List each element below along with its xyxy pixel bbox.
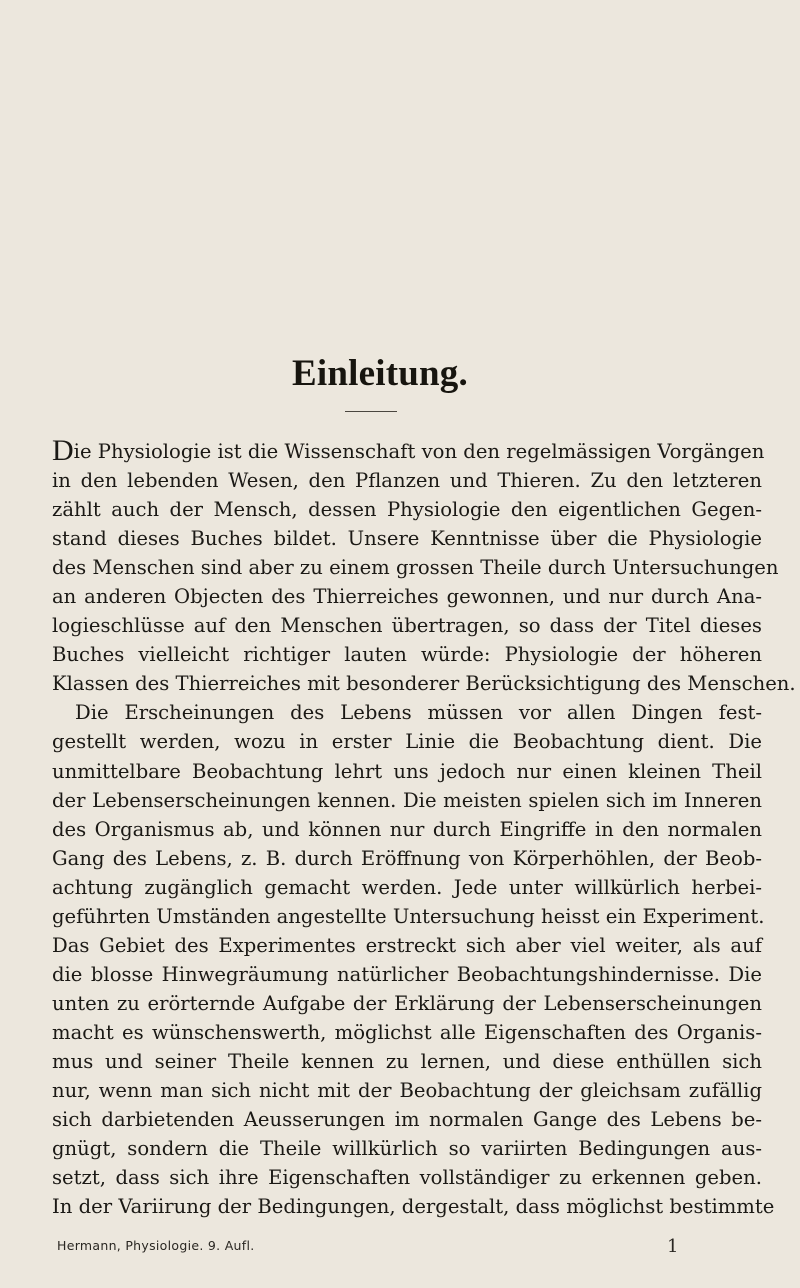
text-line: Die Erscheinungen des Lebens müssen vor allen Dingen fest-: [75, 701, 762, 725]
body-text: [52, 434, 796, 1221]
text-line: des Organismus ab, und können nur durch Eingriffe in den normalen: [52, 817, 762, 841]
text-line: macht es wünschenswerth, möglichst alle Eigenschaften des Organis-: [52, 1020, 762, 1044]
text-line: unmittelbare Beobachtung lehrt uns jedoch nur einen kleinen Theil: [52, 759, 762, 783]
text-line: achtung zugänglich gemacht werden. Jede unter willkürlich herbei-: [52, 875, 762, 899]
text-line: geführten Umständen angestellte Untersuchung heisst ein Experiment.: [52, 904, 765, 928]
text-line: gestellt werden, wozu in erster Linie die Beobachtung dient. Die: [52, 730, 762, 754]
text-line: Die Physiologie ist die Wissenschaft von den regelmässigen Vorgängen: [52, 434, 765, 467]
chapter-heading: Einleitung.: [292, 353, 468, 394]
text-line: der Lebenserscheinungen kennen. Die meisten spielen sich im Inneren: [52, 788, 762, 812]
paragraph-2: [52, 698, 775, 1221]
text-line: zählt auch der Mensch, dessen Physiologie den eigentlichen Gegen-: [52, 498, 762, 522]
text-line: sich darbietenden Aeusserungen im normalen Gange des Lebens be-: [52, 1108, 762, 1132]
text-line: in den lebenden Wesen, den Pflanzen und Thieren. Zu den letzteren: [52, 469, 762, 493]
text-line: stand dieses Buches bildet. Unsere Kenntnisse über die Physiologie: [52, 527, 762, 551]
text-line: Gang des Lebens, z. B. durch Eröffnung von Körperhöhlen, der Beob-: [52, 846, 762, 870]
initial-letter: D: [52, 434, 74, 467]
sheet-number: 1: [667, 1236, 679, 1257]
text-line: gnügt, sondern die Theile willkürlich so variirten Bedingungen aus-: [52, 1137, 762, 1161]
heading-rule: [345, 411, 397, 412]
text-line: setzt, dass sich ihre Eigenschaften vollständiger zu erkennen geben.: [52, 1166, 762, 1190]
text-line: nur, wenn man sich nicht mit der Beobachtung der gleichsam zufällig: [52, 1079, 762, 1103]
text-line: Klassen des Thierreiches mit besonderer Berücksichtigung des Menschen.: [52, 672, 796, 696]
text-line: logieschlüsse auf den Menschen übertragen, so dass der Titel dieses: [52, 614, 762, 638]
text-line: Buches vielleicht richtiger lauten würde: Physiologie der höheren: [52, 643, 762, 667]
paragraph-1: [52, 434, 796, 698]
text-line: In der Variirung der Bedingungen, dergestalt, dass möglichst bestimmte: [52, 1195, 775, 1219]
text-line: mus und seiner Theile kennen zu lernen, und diese enthüllen sich: [52, 1049, 762, 1073]
text-line: die blosse Hinwegräumung natürlicher Beobachtungshindernisse. Die: [52, 962, 762, 986]
text-line: des Menschen sind aber zu einem grossen Theile durch Untersuchungen: [52, 556, 779, 580]
page-footer: [57, 1238, 717, 1258]
text-line: an anderen Objecten des Thierreiches gewonnen, und nur durch Ana-: [52, 585, 762, 609]
text-line: Das Gebiet des Experimentes erstreckt sich aber viel weiter, als auf: [52, 933, 762, 957]
printer-signature: Hermann, Physiologie. 9. Aufl.: [57, 1238, 255, 1253]
text-line: unten zu erörternde Aufgabe der Erklärung der Lebenserscheinungen: [52, 991, 762, 1015]
